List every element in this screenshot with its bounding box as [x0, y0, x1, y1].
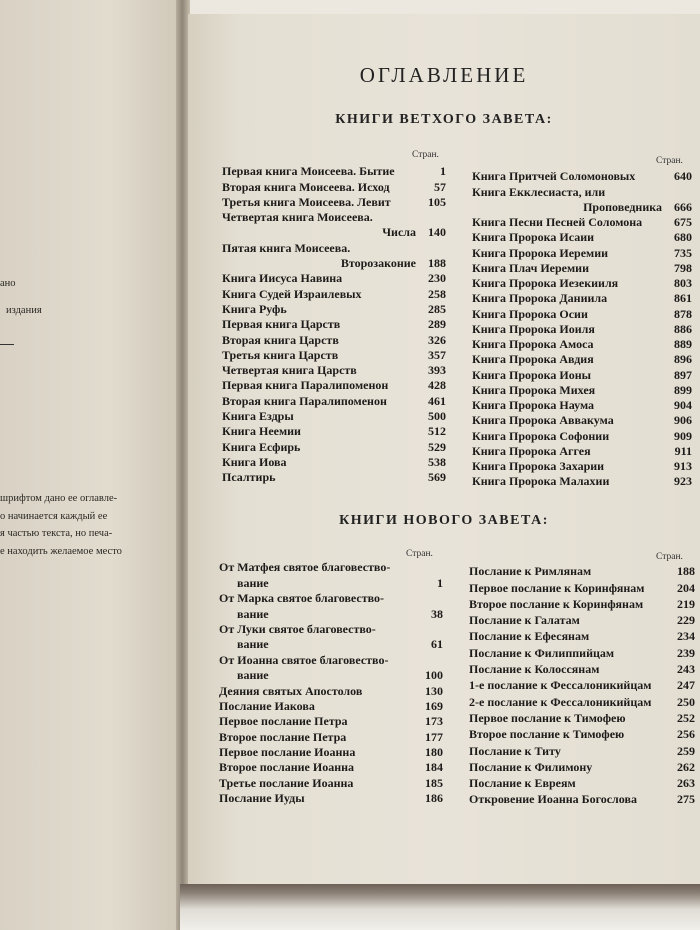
new-testament-left-column	[219, 560, 443, 806]
toc-entry	[472, 200, 692, 215]
toc-entry	[472, 230, 692, 245]
entry-title: Второе послание Петра	[219, 729, 347, 744]
toc-entry	[219, 575, 443, 590]
book-edge	[180, 884, 700, 930]
entry-title: Книга Пророка Осии	[472, 306, 588, 321]
toc-entry	[219, 637, 443, 652]
left-page-fragment: я частью текста, но печа-	[0, 528, 113, 539]
entry-title: Первое послание к Коринфянам	[469, 580, 645, 595]
old-testament-right-column	[472, 169, 692, 489]
toc-entry	[219, 606, 443, 621]
old-testament-left-column	[222, 164, 446, 485]
entry-page-number: 680	[674, 230, 692, 245]
entry-title: Книга Пророка Наума	[472, 398, 595, 412]
toc-entry	[469, 775, 695, 791]
entry-page-number: 913	[674, 459, 692, 473]
entry-page-number: 904	[674, 398, 692, 412]
entry-title: вание	[237, 668, 269, 683]
entry-title: Первая книга Царств	[222, 317, 341, 332]
toc-entry	[219, 775, 443, 790]
entry-title: Послание к Галатам	[469, 613, 580, 628]
entry-title: Деяния святых Апостолов	[219, 683, 363, 698]
toc-entry	[219, 622, 443, 637]
toc-entry	[222, 363, 446, 378]
entry-page-number: 173	[425, 714, 443, 729]
entry-title: Книга Пророка Аггея	[472, 443, 591, 458]
toc-entry	[472, 291, 692, 306]
entry-page-number: 289	[428, 317, 446, 332]
entry-page-number: 803	[674, 276, 692, 290]
entry-title: Книга Плач Иеремии	[472, 260, 589, 275]
entry-page-number: 500	[428, 409, 446, 424]
toc-entry	[469, 693, 695, 709]
entry-page-number: 188	[677, 564, 695, 579]
toc-entry	[472, 352, 692, 367]
entry-title: Послание Иуды	[219, 791, 305, 806]
entry-title: От Марка святое благовество-	[219, 591, 385, 606]
left-page-rule	[0, 344, 14, 345]
entry-title: 1-е послание к Фессалоникийцам	[469, 678, 652, 693]
entry-page-number: 169	[425, 698, 443, 713]
entry-title: Вторая книга Моисеева. Исход	[222, 179, 390, 194]
toc-entry	[222, 271, 446, 286]
entry-page-number: 252	[677, 710, 695, 725]
entry-title: Книга Есфирь	[222, 439, 301, 454]
toc-entry	[469, 579, 695, 595]
entry-title: Третья книга Царств	[222, 347, 339, 362]
page-column-header: Стран.	[656, 156, 683, 166]
entry-page-number: 100	[425, 668, 443, 683]
toc-entry	[469, 612, 695, 628]
entry-page-number: 675	[674, 215, 692, 229]
toc-entry	[222, 393, 446, 408]
entry-page-number: 177	[425, 729, 443, 744]
toc-entry	[222, 470, 446, 485]
toc-entry	[222, 225, 446, 240]
left-page-fragment: е находить желаемое место	[0, 546, 122, 557]
entry-page-number: 256	[677, 727, 695, 742]
entry-title: вание	[237, 606, 269, 621]
toc-entry	[472, 306, 692, 321]
new-testament-heading: КНИГИ НОВОГО ЗАВЕТА:	[339, 513, 549, 528]
entry-title: Откровение Иоанна Богослова	[469, 792, 637, 807]
entry-title: Книга Неемии	[222, 424, 301, 439]
entry-page-number: 105	[428, 194, 446, 209]
toc-entry	[222, 348, 446, 363]
entry-page-number: 262	[677, 759, 695, 774]
toc-entry	[222, 409, 446, 424]
entry-title: Послание к Титу	[469, 743, 561, 758]
toc-entry	[222, 164, 446, 179]
entry-page-number: 512	[428, 424, 446, 439]
entry-title: Послание Иакова	[219, 698, 315, 713]
toc-entry	[219, 714, 443, 729]
entry-title: Книга Пророка Исаии	[472, 230, 595, 245]
toc-entry	[219, 699, 443, 714]
toc-entry	[472, 245, 692, 260]
entry-title: Книга Притчей Соломоновых	[472, 169, 636, 184]
entry-page-number: 861	[674, 291, 692, 306]
entry-title: Книга Песни Песней Соломона	[472, 215, 643, 229]
entry-title: Книга Пророка Иеремии	[472, 245, 609, 260]
entry-title: Первая книга Паралипоменон	[222, 378, 389, 393]
entry-page-number: 188	[428, 256, 446, 271]
entry-title: Книга Пророка Михея	[472, 382, 596, 397]
toc-entry	[219, 791, 443, 806]
entry-title: От Луки святое благовество-	[219, 621, 376, 636]
toc-entry	[472, 459, 692, 474]
entry-title: Первое послание Иоанна	[219, 745, 356, 760]
toc-entry	[469, 759, 695, 775]
old-testament-heading: КНИГИ ВЕТХОГО ЗАВЕТА:	[335, 112, 553, 127]
entry-page-number: 263	[677, 776, 695, 791]
entry-page-number: 896	[674, 352, 692, 367]
entry-page-number: 204	[677, 580, 695, 595]
toc-entry	[222, 332, 446, 347]
toc-entry	[472, 398, 692, 413]
toc-entry	[219, 560, 443, 575]
toc-entry	[472, 169, 692, 184]
entry-title: 2-е послание к Фессалоникийцам	[469, 694, 652, 709]
toc-entry	[469, 661, 695, 677]
entry-title: Послание к Филиппийцам	[469, 645, 615, 660]
entry-page-number: 886	[674, 321, 692, 336]
entry-title: Четвертая книга Моисеева.	[222, 210, 373, 225]
left-page-fragment: ано	[0, 278, 16, 289]
toc-entry	[472, 276, 692, 291]
entry-page-number: 428	[428, 378, 446, 393]
entry-page-number: 897	[674, 367, 692, 382]
entry-page-number: 186	[425, 791, 443, 806]
entry-page-number: 250	[677, 694, 695, 709]
entry-page-number: 243	[677, 662, 695, 677]
entry-page-number: 666	[674, 199, 692, 214]
entry-page-number: 538	[428, 454, 446, 469]
entry-title: От Иоанна святое благовество-	[219, 652, 389, 667]
toc-entry	[222, 195, 446, 210]
entry-title: Псалтирь	[222, 470, 276, 485]
left-page-fragment: шрифтом дано ее оглавле-	[0, 493, 118, 504]
toc-entry	[222, 424, 446, 439]
entry-page-number: 899	[674, 382, 692, 397]
page-title: ОГЛАВЛЕНИЕ	[359, 63, 529, 87]
entry-page-number: 735	[674, 245, 692, 260]
entry-title: Книга Пророка Иоиля	[472, 321, 595, 336]
entry-page-number: 230	[428, 271, 446, 286]
toc-entry	[219, 745, 443, 760]
entry-page-number: 1	[437, 575, 443, 590]
entry-title: Проповедника	[583, 199, 662, 214]
entry-page-number: 258	[428, 286, 446, 301]
entry-title: Послание к Римлянам	[469, 564, 592, 579]
entry-page-number: 911	[674, 443, 692, 458]
toc-entry	[469, 644, 695, 660]
entry-title: Книга Судей Израилевых	[222, 286, 362, 301]
entry-page-number: 461	[428, 393, 446, 408]
entry-page-number: 326	[428, 332, 446, 347]
toc-entry	[219, 683, 443, 698]
new-testament-right-column	[469, 563, 695, 807]
entry-page-number: 234	[677, 629, 695, 644]
entry-page-number: 38	[431, 606, 443, 621]
entry-title: Книга Пророка Захарии	[472, 459, 605, 473]
entry-title: Второе послание к Тимофею	[469, 727, 625, 742]
entry-page-number: 275	[677, 792, 695, 807]
toc-entry	[219, 652, 443, 667]
entry-page-number: 285	[428, 301, 446, 316]
toc-entry	[472, 322, 692, 337]
entry-page-number: 130	[425, 683, 443, 698]
toc-entry	[472, 337, 692, 352]
page-column-header: Стран.	[412, 150, 439, 160]
entry-title: Послание к Ефесянам	[469, 629, 590, 644]
toc-entry	[472, 367, 692, 382]
toc-entry	[472, 261, 692, 276]
toc-entry	[222, 240, 446, 255]
entry-title: Третья книга Моисеева. Левит	[222, 194, 391, 209]
toc-entry	[222, 378, 446, 393]
toc-entry	[222, 455, 446, 470]
entry-title: Книга Пророка Даниила	[472, 291, 608, 306]
entry-title: Книга Пророка Софонии	[472, 428, 610, 443]
toc-entry	[219, 668, 443, 683]
toc-entry	[222, 286, 446, 301]
entry-page-number: 140	[428, 225, 446, 240]
entry-page-number: 640	[674, 169, 692, 184]
entry-title: Книга Иисуса Навина	[222, 271, 343, 286]
entry-title: Вторая книга Царств	[222, 332, 339, 347]
entry-page-number: 909	[674, 428, 692, 443]
toc-entry	[469, 628, 695, 644]
toc-entry	[222, 302, 446, 317]
entry-page-number: 569	[428, 470, 446, 485]
toc-entry	[222, 179, 446, 194]
entry-page-number: 61	[431, 637, 443, 652]
toc-entry	[222, 317, 446, 332]
entry-title: Третье послание Иоанна	[219, 775, 354, 790]
entry-title: От Матфея святое благовество-	[219, 560, 391, 575]
entry-title: Книга Пророка Аввакума	[472, 413, 614, 428]
entry-title: Послание к Филимону	[469, 759, 593, 774]
entry-title: Книга Пророка Иезекииля	[472, 276, 619, 290]
entry-title: Второзаконие	[340, 256, 416, 271]
entry-title: Первая книга Моисеева. Бытие	[222, 164, 395, 179]
entry-title: Книга Иова	[222, 454, 287, 469]
entry-title: Числа	[382, 225, 416, 240]
toc-entry	[222, 439, 446, 454]
toc-entry	[219, 591, 443, 606]
facing-page-left	[0, 0, 182, 930]
entry-page-number: 889	[674, 337, 692, 351]
toc-entry	[219, 760, 443, 775]
entry-page-number: 229	[677, 613, 695, 628]
toc-entry	[472, 413, 692, 428]
toc-entry	[469, 742, 695, 758]
toc-entry	[472, 215, 692, 230]
entry-page-number: 529	[428, 439, 446, 454]
entry-title: Книга Пророка Авдия	[472, 352, 594, 367]
entry-title: Вторая книга Паралипоменон	[222, 393, 387, 408]
toc-entry	[469, 726, 695, 742]
entry-title: Книга Пророка Ионы	[472, 367, 592, 382]
left-page-fragment: о начинается каждый ее	[0, 511, 108, 522]
entry-page-number: 878	[674, 306, 692, 321]
entry-title: Книга Екклесиаста, или	[472, 184, 606, 199]
toc-entry	[469, 563, 695, 579]
entry-title: Книга Пророка Амоса	[472, 337, 594, 351]
entry-title: Первое послание к Тимофею	[469, 710, 626, 725]
toc-entry	[469, 710, 695, 726]
left-page-fragment: издания	[6, 305, 42, 316]
entry-title: вание	[237, 637, 269, 652]
toc-entry	[222, 210, 446, 225]
entry-title: Послание к Колоссянам	[469, 662, 600, 677]
entry-title: Пятая книга Моисеева.	[222, 240, 351, 255]
entry-page-number: 259	[677, 743, 695, 758]
toc-entry	[469, 791, 695, 807]
entry-page-number: 239	[677, 645, 695, 660]
entry-title: Второе послание Иоанна	[219, 760, 355, 775]
entry-title: Книга Ездры	[222, 409, 294, 424]
entry-title: Книга Руфь	[222, 301, 287, 316]
entry-title: Четвертая книга Царств	[222, 363, 357, 378]
toc-entry	[469, 596, 695, 612]
toc-entry	[222, 256, 446, 271]
entry-page-number: 219	[677, 596, 695, 611]
toc-entry	[469, 677, 695, 693]
entry-page-number: 247	[677, 678, 695, 693]
toc-entry	[472, 428, 692, 443]
entry-title: Второе послание к Коринфянам	[469, 596, 644, 611]
page-column-header: Стран.	[656, 552, 683, 562]
entry-title: Первое послание Петра	[219, 714, 348, 729]
entry-title: вание	[237, 575, 269, 590]
toc-entry	[472, 184, 692, 199]
entry-title: Послание к Евреям	[469, 776, 576, 791]
entry-page-number: 57	[434, 179, 446, 194]
entry-page-number: 1	[440, 164, 446, 179]
entry-page-number: 393	[428, 363, 446, 378]
entry-page-number: 923	[674, 474, 692, 489]
toc-entry	[472, 444, 692, 459]
entry-title: Книга Пророка Малахии	[472, 474, 610, 489]
toc-entry	[472, 474, 692, 489]
page-column-header: Стран.	[406, 549, 433, 559]
entry-page-number: 185	[425, 775, 443, 790]
entry-page-number: 180	[425, 745, 443, 760]
entry-page-number: 184	[425, 760, 443, 775]
entry-page-number: 798	[674, 260, 692, 275]
toc-entry	[219, 729, 443, 744]
entry-page-number: 357	[428, 347, 446, 362]
toc-entry	[472, 383, 692, 398]
entry-page-number: 906	[674, 413, 692, 428]
